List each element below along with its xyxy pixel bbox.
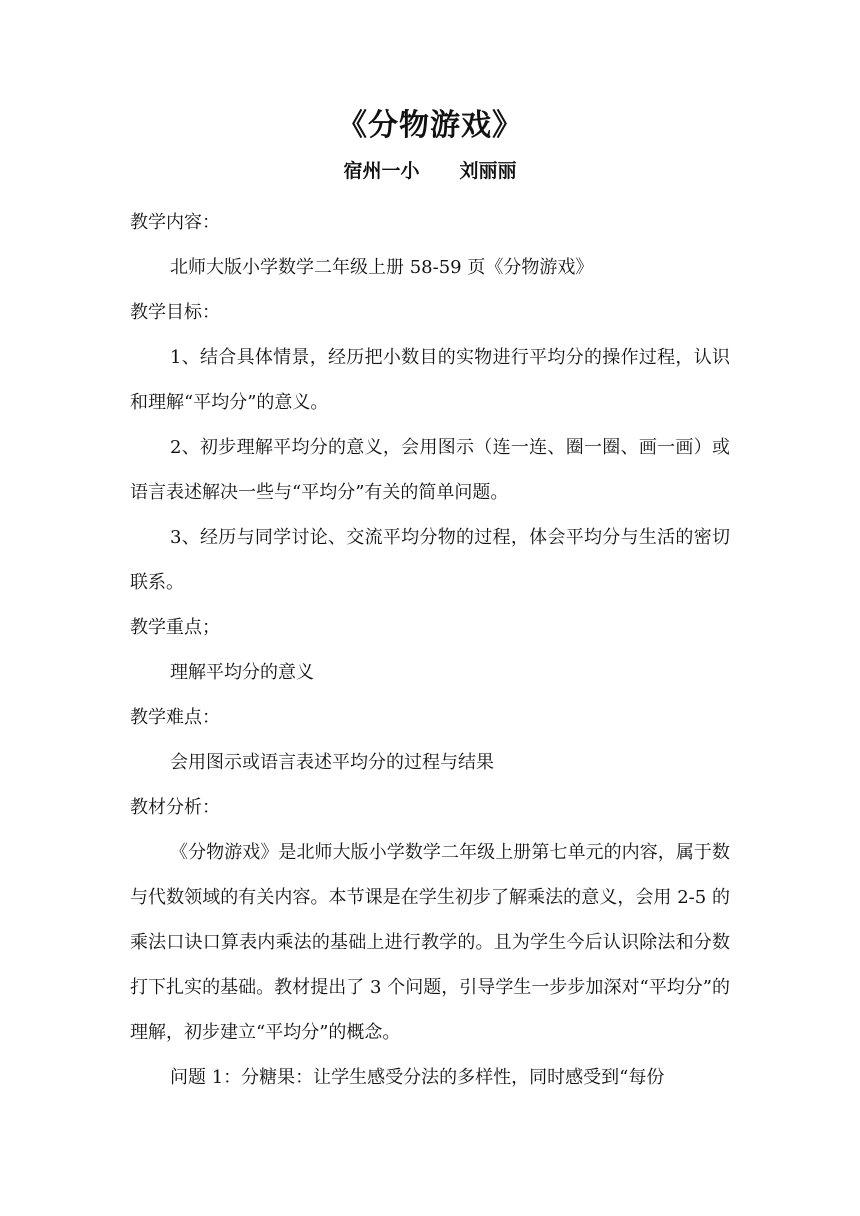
document-title: 《分物游戏》 (337, 108, 523, 143)
author-line (0, 156, 860, 186)
goal-item-1: 1、结合具体情景，经历把小数目的实物进行平均分的操作过程，认识和理解“平均分”的意义。 (130, 347, 730, 413)
section-heading-key-points: 教学重点； (130, 617, 220, 638)
section-text-difficulty: 会用图示或语言表述平均分的过程与结果 (170, 752, 494, 773)
section-heading-goals: 教学目标： (130, 302, 220, 323)
goal-item-2: 2、初步理解平均分的意义，会用图示（连一连、圈一圈、画一画）或语言表述解决一些与“平均分”有关的简单问题。 (130, 437, 730, 503)
author-name: 刘丽丽 (459, 160, 517, 182)
section-heading-difficulty: 教学难点： (130, 707, 220, 728)
section-text-analysis: 《分物游戏》是北师大版小学数学二年级上册第七单元的内容，属于数与代数领域的有关内容。本节课是在学生初步了解乘法的意义，会用 2-5 的乘法口诀口算表内乘法的基础上进行教学的。且为学生今后认识除法和分数打下扎实的基础。教材提出了 3 个问题，引导学生一步步加深对“平均分”的理解，初步建立“平均分”的概念。 (130, 842, 730, 1043)
section-heading-content: 教学内容： (130, 212, 220, 233)
section-text-problem-1: 问题 1：分糖果：让学生感受分法的多样性，同时感受到“每份 (170, 1067, 665, 1088)
section-text-content: 北师大版小学数学二年级上册 58-59 页《分物游戏》 (170, 257, 594, 278)
goal-item-3: 3、经历与同学讨论、交流平均分物的过程，体会平均分与生活的密切联系。 (130, 527, 730, 593)
author-school: 宿州一小 (343, 160, 420, 182)
section-heading-analysis: 教材分析： (130, 797, 220, 818)
section-text-key-points: 理解平均分的意义 (170, 662, 314, 683)
document-body (130, 200, 730, 1100)
